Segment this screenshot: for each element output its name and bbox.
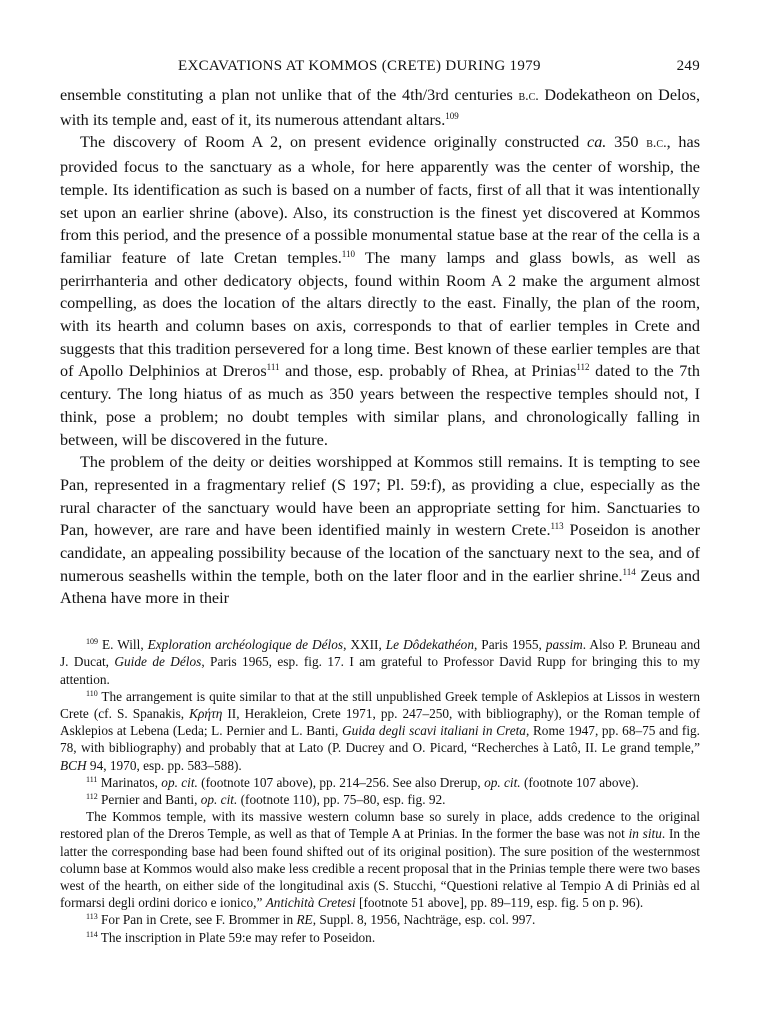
running-title: EXCAVATIONS AT KOMMOS (CRETE) DURING 1979 — [178, 58, 541, 74]
footnote-109: $^{109}$ E. Will, Exploration archéologique de Délos, XXII, Le Dôdekathéon, Paris 1955, passim. Also P. Bruneau and J. Ducat, Guide de Délos, Paris 1965, esp. fig. 17. I am grateful to Professor David Rupp for bringing this to my attention. — [60, 637, 701, 687]
page-number: 249 — [676, 58, 700, 74]
page — [60, 58, 700, 946]
running-head — [60, 58, 700, 84]
footnote-112-continuation: The Kommos temple, with its massive western column base so surely in place, adds credence to the original restored plan of the Dreros Temple, as well as that of Temple A at Prinias. In the former the base was not in situ. In the latter the corresponding base had been found shifted out of its original position). The sure position of the westernmost column base at Kommos would also make less credible a recent proposal that in the Prinias temple there were two bases west of the hearth, on either side of the longitudinal axis (S. Stucchi, “Questioni relative al Tempio A di Priniàs ed al formarsi degli ordini dorico e ionico,” Antichità Cretesi [footnote 51 above], pp. 89–119, esp. fig. 5 on p. 96). — [60, 809, 700, 911]
footnote-112: $^{112}$ Pernier and Banti, op. cit. (footnote 110), pp. 75–80, esp. fig. 92. — [86, 792, 446, 807]
footnote-ref-111: 111 — [266, 362, 280, 373]
footnote-ref-112: 112 — [576, 362, 590, 373]
footnote-111: $^{111}$ Marinatos, op. cit. (footnote 107 above), pp. 214–256. See also Drerup, op. cit. (footnote 107 above). — [86, 774, 639, 790]
footnote-110: $^{110}$ The arrangement is quite similar to that at the still unpublished Greek temple of Asklepios at Lissos in western Crete (cf. S. Spanakis, Κρήτη II, Herakleion, Crete 1971, pp. 247–250, with bibliography), or the Roman temple of Asklepios at Lebena (Leda; L. Pernier and L. Banti, Guida degli scavi italiani in Creta, Rome 1947, pp. 68–75 and fig. 78, with bibliography) and probably that at Lato (P. Ducrey and O. Picard, “Recherches à Latô, II. Le grand temple,” BCH 94, 1970, esp. pp. 583–588). — [60, 688, 700, 773]
footnote-ref-110: 110 — [341, 248, 355, 259]
footnotes — [60, 636, 700, 946]
footnote-114: $^{114}$ The inscription in Plate 59:e may refer to Poseidon. — [86, 929, 376, 945]
footnote-ref-109: 109 — [445, 110, 459, 121]
footnote-ref-113: 113 — [550, 521, 564, 532]
paragraph-3: The problem of the deity or deities worshipped at Kommos still remains. It is tempting to see Pan, represented in a fragmentary relief (S 197; Pl. 59:f), as providing a clue, especially as the rural character of the sanctuary would have been an appropriate setting for him. Sanctuaries to Pan, however, are rare and have been identified mainly in western Crete.$^{113}$ Poseidon is another candidate, an appealing possibility because of the location of the sanctuary next to the sea, and of numerous seashells within the temple, both on the later floor and in the earlier shrine.$^{114}$ Zeus and Athena have more in their — [60, 453, 701, 608]
footnote-113: $^{113}$ For Pan in Crete, see F. Brommer in RE, Suppl. 8, 1956, Nachträge, esp. col. 997. — [86, 912, 536, 928]
paragraph-1: ensemble constituting a plan not unlike that of the 4th/3rd centuries b.c. Dodekatheon on Delos, with its temple and, east of it, its numerous attendant altars.$^{109}$ — [60, 86, 700, 129]
body-text — [60, 84, 700, 610]
paragraph-2: The discovery of Room A 2, on present evidence originally constructed ca. 350 b.c., has provided focus to the sanctuary as a whole, for here apparently was the center of worship, the temple. Its identification as such is based on a number of facts, first of all that it was intentionally set upon an earlier shrine (above). Also, its construction is the finest yet discovered at Kommos from this period, and the presence of a possible monumental statue base at the rear of the cella is a familiar feature of late Cretan temples.$^{110}$ The many lamps and glass bowls, as well as perirrhanteria and other dedicatory objects, found within Room A 2 make the argument almost compelling, as does the location of the altars directly to the east. Finally, the plan of the room, with its hearth and column bases on axis, corresponds to that of earlier temples in Crete and suggests that this tradition persevered for a long time. Best known of these earlier temples are that of Apollo Delphinios at Dreros$^{111}$ and those, esp. probably of Rhea, at Prinias$^{112}$ dated to the 7th century. The long hiatus of as much as 350 years between the respective temples should not, I think, pose a problem; no doubt temples with similar plans, and chronologically falling in between, will be discovered in the future. — [60, 133, 701, 449]
footnote-ref-114: 114 — [622, 566, 636, 577]
